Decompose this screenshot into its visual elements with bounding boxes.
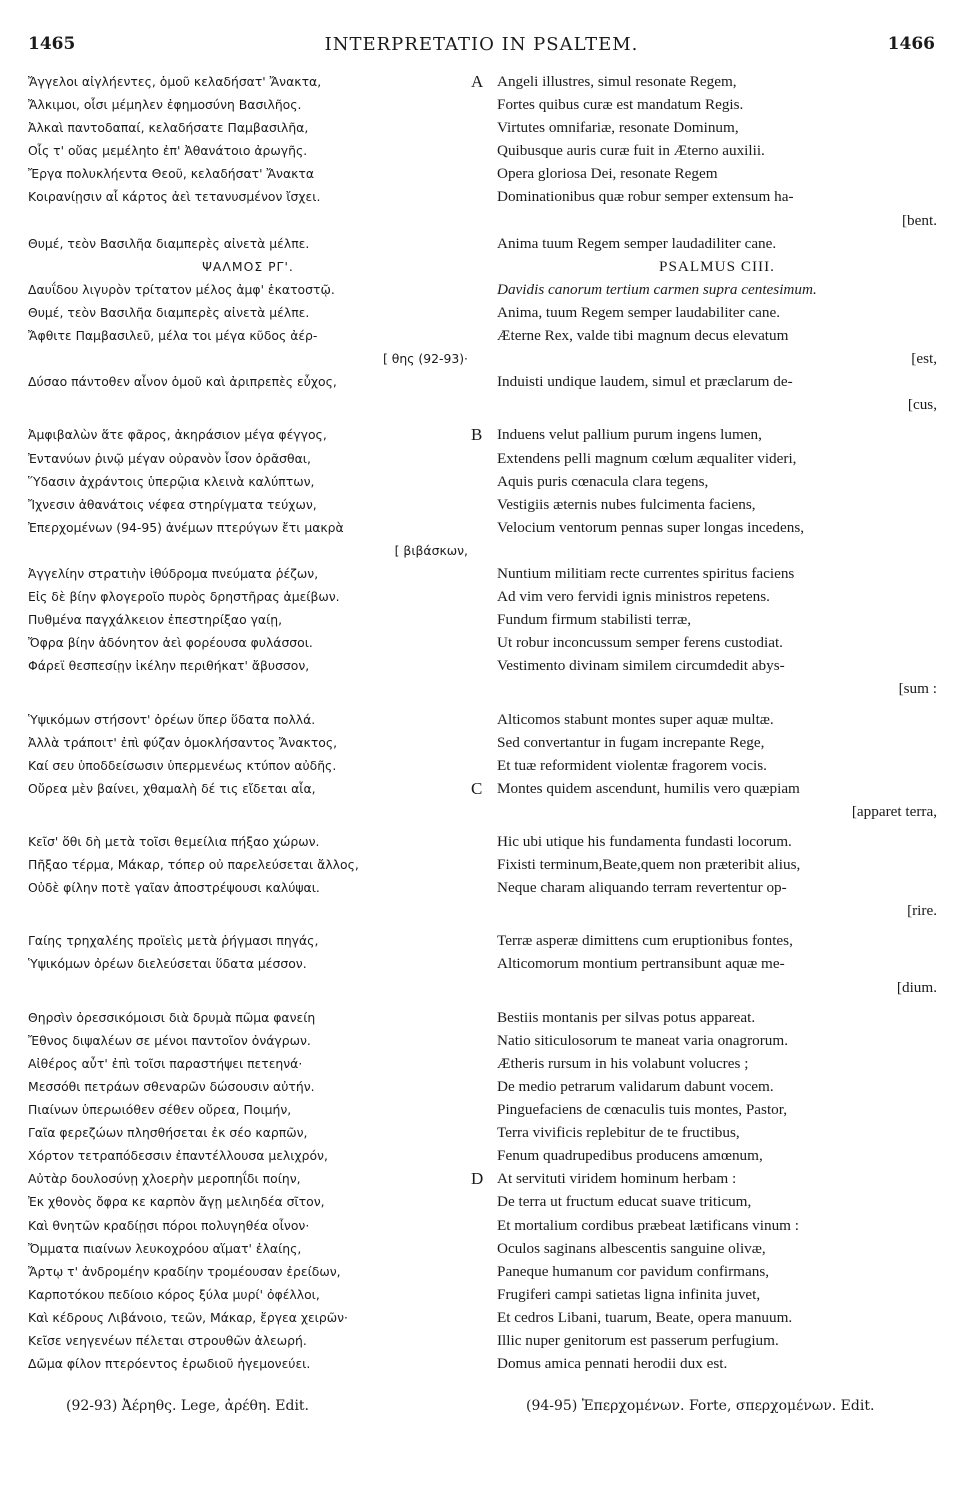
greek-line [28, 1190, 468, 1213]
latin-line-text: Vestigiis æternis nubes fulcimenta faciens, [497, 495, 756, 513]
footnote-right: (94-95) Ἐπερχομένων. Forte, σπερχομένων. Edit. [526, 1398, 875, 1414]
latin-line-text: Ut robur inconcussum semper ferens custodiat. [497, 634, 783, 652]
latin-line [497, 1283, 937, 1306]
latin-line [497, 1306, 937, 1329]
greek-line-text: Ἀμφιβαλὼν ἅτε φᾶρος, ἀκηράσιον μέγα φέγγος, [28, 427, 327, 443]
greek-line [28, 1167, 468, 1190]
latin-line [497, 562, 937, 585]
latin-line-text: [apparet terra, [851, 802, 937, 820]
latin-line-text: Angeli illustres, simul resonate Regem, [497, 73, 737, 90]
latin-line [497, 209, 937, 232]
latin-line [497, 1329, 937, 1352]
latin-line-text: Extendens pelli magnum cœlum æqualiter videri, [497, 449, 797, 467]
greek-line [28, 853, 468, 876]
greek-line [28, 899, 468, 922]
greek-line-text: [ θης (92-93)· [382, 351, 468, 367]
greek-line [28, 562, 468, 585]
greek-line-text: Ὑψικόμων στήσοντ' ὀρέων ὕπερ ὕδατα πολλά. [28, 711, 316, 727]
latin-line-text: Neque charam aliquando terram revertentur op- [497, 879, 787, 897]
greek-line-text: Ἔθνος διψαλέων σε μένοι παντοῖον ὀνάγρων. [28, 1032, 311, 1048]
latin-line [497, 278, 937, 301]
latin-line [497, 800, 937, 823]
latin-line [497, 139, 937, 162]
greek-line-text: Μεσσόθι πετράων σθεναρῶν δώσουσιν αὐτήν. [28, 1078, 315, 1094]
latin-line-text: Anima tuum Regem semper laudadiliter cane. [497, 234, 777, 252]
latin-line [497, 976, 937, 999]
greek-line-text: Καὶ κέδρους Λιβάνοιο, τεῶν, Μάκαρ, ἔργεα χειρῶν· [28, 1309, 348, 1325]
latin-line [497, 1029, 937, 1052]
greek-line-text: Γαίης τρηχαλέης προϊεὶς μετὰ ῥήγμασι πηγάς, [28, 933, 319, 949]
greek-line [28, 278, 468, 301]
latin-line-text: Velocium ventorum pennas super longas incedens, [497, 518, 805, 536]
latin-line-text: Vestimento divinam similem circumdedit abys- [497, 657, 785, 675]
latin-line [497, 93, 937, 116]
greek-line-text: Αἰθέρος αὖτ' ἐπὶ τοῖσι παραστήψει πετεηνά· [28, 1055, 303, 1071]
greek-line [28, 777, 468, 800]
latin-line-text: Natio siticulosorum te maneat varia onagrorum. [497, 1031, 789, 1049]
greek-line-text: Πιαίνων ὑπερωιόθεν σέθεν οὔρεα, Ποιμήν, [28, 1102, 292, 1118]
latin-line [497, 585, 937, 608]
greek-line [28, 876, 468, 899]
latin-line-text: At servituti viridem hominum herbam : [497, 1170, 737, 1188]
latin-line [497, 493, 937, 516]
greek-line-text: Θηρσὶν ὀρεσσικόμοισι διὰ δρυμὰ πῶμα φανείη [28, 1009, 316, 1025]
latin-line [497, 1098, 937, 1121]
latin-line-text: Anima, tuum Regem semper laudabiliter cane. [497, 303, 780, 321]
latin-line [497, 929, 937, 952]
greek-line [28, 1283, 468, 1306]
latin-line-text: Ad vim vero fervidi ignis ministros repetens. [497, 588, 770, 606]
greek-line-text: Κοιρανίῃσιν αἷ κάρτος ἀεὶ τετανυσμένον ἴσχει. [28, 189, 321, 205]
greek-line [28, 1260, 468, 1283]
greek-line [28, 423, 468, 446]
greek-line [28, 139, 468, 162]
latin-line [497, 1190, 937, 1213]
greek-line [28, 447, 468, 470]
latin-line-text: Induens velut pallium purum ingens lumen, [497, 426, 762, 444]
latin-line-text: Montes quidem ascendunt, humilis vero quæpiam [497, 779, 800, 797]
greek-line [28, 976, 468, 999]
greek-line [28, 1098, 468, 1121]
latin-line [497, 539, 937, 562]
greek-line [28, 1121, 468, 1144]
greek-line-text: Ἀλλὰ τράποιτ' ἐπὶ φύζαν ὁμοκλήσαντος Ἄνακτος, [28, 734, 338, 750]
greek-line-text: Δῶμα φίλον πτερόεντος ἐρωδιοῦ ἡγεμονεύει. [28, 1356, 311, 1372]
latin-line-text: Hic ubi utique his fundamenta fundasti locorum. [497, 833, 792, 850]
latin-line-text: [bent. [901, 211, 937, 229]
latin-line-text: Virtutes omnifariæ, resonate Dominum, [497, 119, 739, 137]
greek-line-text: Θυμέ, τεὸν Βασιλῆα διαμπερὲς αἰνετὰ μέλπε. [28, 235, 310, 251]
greek-line-text: Πυθμένα παγχάλκειον ἐπεστηρίξαο γαίῃ, [28, 612, 283, 628]
latin-line-text: [est, [911, 350, 937, 368]
latin-line [497, 1075, 937, 1098]
greek-line-text: Κεῖσ' ὅθι δὴ μετὰ τοῖσι θεμείλια πήξαο χώρων. [28, 834, 320, 849]
latin-line [497, 631, 937, 654]
greek-line [28, 1306, 468, 1329]
greek-line-text: Δαυΐδου λιγυρὸν τρίτατον μέλος ἀμφ' ἑκατοστῷ. [28, 281, 335, 297]
greek-line-text: Εἰς δὲ βίην φλογεροῖο πυρὸς δρηστῆρας ἀμείβων. [28, 589, 340, 605]
greek-line [28, 654, 468, 677]
greek-line [28, 162, 468, 185]
latin-line [471, 777, 937, 800]
latin-line [471, 423, 937, 446]
latin-line-text: Et cedros Libani, tuarum, Beate, opera manuum. [497, 1308, 793, 1326]
latin-line [497, 232, 937, 255]
greek-line [28, 539, 468, 562]
latin-line [497, 1121, 937, 1144]
latin-line-text: Aquis puris cœnacula clara tegens, [497, 472, 709, 490]
greek-line-text: Αὐτὰρ δουλοσύνῃ χλοερὴν μεροπηΐδι ποίην, [28, 1171, 301, 1187]
page-title: INTERPRETATIO IN PSALTEM. [324, 34, 639, 55]
latin-line [497, 1052, 937, 1075]
latin-line-text: Davidis canorum tertium carmen supra centesimum. [497, 280, 817, 298]
latin-line [497, 1352, 937, 1375]
greek-line-text: [ βιβάσκων, [394, 542, 468, 558]
greek-line [28, 209, 468, 232]
latin-line-text: Sed convertantur in fugam increpante Rege, [497, 733, 765, 751]
greek-line [28, 232, 468, 255]
latin-line [497, 370, 937, 393]
latin-line-text: Frugiferi campi satietas ligna infinita juvet, [497, 1285, 761, 1303]
latin-line [497, 899, 937, 922]
greek-line [28, 800, 468, 823]
latin-line [497, 1144, 937, 1167]
greek-line-text: Ὄφρα βίην ἀδόνητον ἀεὶ φορέουσα φυλάσσοι. [28, 635, 313, 651]
greek-line-text: Γαῖα φερεζώων πλησθήσεται ἐκ σέο καρπῶν, [28, 1125, 308, 1141]
greek-line [28, 301, 468, 324]
latin-line [497, 853, 937, 876]
latin-line-text: Ætheris rursum in his volabunt volucres ; [497, 1054, 749, 1072]
latin-line [497, 447, 937, 470]
greek-line [28, 1214, 468, 1237]
greek-line-text: Καρποτόκου πεδίοιο κόρος ξύλα μυρί' ὀφέλλοι, [28, 1286, 320, 1302]
latin-line-text: Fixisti terminum,Beate,quem non præteribit alius, [497, 856, 801, 874]
greek-line-text: Ἄφθιτε Παμβασιλεῦ, μέλα τοι μέγα κῦδος ἀέρ- [28, 328, 318, 344]
greek-line [28, 370, 468, 393]
greek-line [28, 116, 468, 139]
latin-line-text: Terra vivificis replebitur de te fructibus, [497, 1124, 740, 1142]
greek-line [28, 677, 468, 700]
section-marker: B [471, 425, 483, 445]
latin-line-text: Terræ asperæ dimittens cum eruptionibus fontes, [497, 932, 793, 950]
greek-line-text: Οἷς τ' οὔας μεμέληto ἐπ' Ἀθανάτοιο ἀρωγῆς. [28, 143, 308, 159]
latin-line-text: Paneque humanum cor pavidum confirmans, [497, 1262, 770, 1280]
greek-line [28, 1052, 468, 1075]
section-marker: C [471, 778, 483, 798]
latin-line [497, 654, 937, 677]
greek-line [28, 1029, 468, 1052]
greek-line [28, 347, 468, 370]
latin-line [497, 731, 937, 754]
section-marker: A [471, 72, 484, 91]
latin-line-text: Alticomos stabunt montes super aquæ multæ. [497, 710, 774, 728]
latin-line [497, 876, 937, 899]
greek-line [28, 929, 468, 952]
greek-line-text: Ὄμματα πιαίνων λευκοχρόου αἵματ' ἐλαίης, [28, 1240, 302, 1256]
latin-line-text: Induisti undique laudem, simul et præclarum de- [497, 373, 793, 391]
greek-line-text: Κεῖσε νεηγενέων πέλεται στρουθῶν ἀλεωρή. [28, 1332, 307, 1348]
latin-line [497, 162, 937, 185]
latin-line-text: Fortes quibus curæ est mandatum Regis. [497, 96, 744, 114]
greek-line [28, 93, 468, 116]
latin-line [471, 1167, 937, 1190]
greek-line-text: Ἀγγελίην στρατιὴν ἰθύδρομα πνεύματα ῥέζων, [28, 565, 319, 581]
latin-line [471, 70, 937, 93]
latin-line-text: Illic nuper genitorum est passerum perfugium. [497, 1331, 779, 1349]
latin-line-text: Nuntium militiam recte currentes spiritus faciens [497, 564, 795, 582]
greek-line [28, 608, 468, 631]
page-number-left: 1465 [28, 34, 76, 54]
latin-line-text: Alticomorum montium pertransibunt aquæ me- [497, 955, 785, 973]
latin-line-text: PSALMUS CIII. [659, 257, 775, 275]
greek-line [28, 708, 468, 731]
running-head [28, 34, 935, 58]
latin-line-text: De medio petrarum validarum dabunt vocem. [497, 1077, 774, 1095]
latin-line [497, 608, 937, 631]
greek-line [28, 493, 468, 516]
greek-line [28, 516, 468, 539]
greek-line [28, 185, 468, 208]
latin-line-text: Bestiis montanis per silvas potus appareat. [497, 1008, 756, 1026]
latin-line [497, 754, 937, 777]
greek-line-text: ΨΑΛΜΟΣ ΡΓ'. [202, 258, 294, 274]
latin-line-text: Domus amica pennati herodii dux est. [497, 1355, 728, 1373]
latin-line [497, 185, 937, 208]
footnotes [28, 1398, 935, 1428]
latin-line-text: Et mortalium cordibus præbeat lætificans vinum : [497, 1216, 800, 1234]
section-marker: D [471, 1169, 484, 1189]
greek-line [28, 631, 468, 654]
greek-line-text: Ἴχνεσιν ἀθανάτοις νέφεα στηρίγματα τεύχων, [28, 496, 317, 512]
greek-line-text: Καί σευ ὑποδδείσωσιν ὑπερμενέως κτύπον αὐδῆς. [28, 757, 337, 773]
latin-line [497, 301, 937, 324]
greek-line-text: Ἐπερχομένων (94-95) ἀνέμων πτερύγων ἔτι μακρὰ [28, 519, 344, 535]
greek-line-text: Φάρεϊ θεσπεσίῃν ἰκέλην περιθήκατ' ἄβυσσον, [28, 658, 310, 674]
latin-line [497, 347, 937, 370]
latin-line-text: [rire. [907, 902, 937, 920]
greek-line [28, 830, 468, 853]
latin-line-text: [dium. [896, 978, 937, 996]
latin-line [497, 1260, 937, 1283]
latin-line-text: Et tuæ reformident violentæ fragorem vocis. [497, 756, 767, 774]
latin-line [497, 516, 937, 539]
greek-line [28, 754, 468, 777]
latin-line-text: [sum : [898, 680, 937, 698]
latin-line [497, 116, 937, 139]
latin-line [497, 393, 937, 416]
greek-line [28, 255, 468, 278]
greek-line [28, 393, 468, 416]
greek-line-text: Ἄρτῳ τ' ἀνδρομέην κραδίην τρομέουσαν ἐρείδων, [28, 1263, 341, 1279]
latin-line-text: Opera gloriosa Dei, resonate Regem [497, 165, 718, 183]
latin-line-text: Fenum quadrupedibus producens amœnum, [497, 1147, 763, 1165]
greek-line [28, 952, 468, 975]
latin-line [497, 952, 937, 975]
greek-line [28, 1329, 468, 1352]
greek-line-text: Ἄλκιμοι, οἷσι μέμηλεν ἐφημοσύνη Βασιλῆος. [28, 97, 302, 113]
greek-line-text: Ὕδασιν ἀχράντοις ὑπερῷια κλεινὰ καλύπτων, [28, 473, 315, 489]
greek-line-text: Ἔργα πολυκλήεντα Θεοῦ, κελαδήσατ' Ἄνακτα [28, 166, 315, 182]
greek-line-text: Ἀλκαὶ παντοδαπαί, κελαδήσατε Παμβασιλῆα, [28, 120, 309, 136]
greek-line [28, 731, 468, 754]
latin-line-text: [cus, [907, 396, 937, 414]
greek-line-text: Ἄγγελοι αἰγλήεντες, ὁμοῦ κελαδήσατ' Ἄνακτα, [28, 74, 322, 89]
latin-line [497, 1237, 937, 1260]
latin-line [497, 708, 937, 731]
latin-line [497, 255, 937, 278]
greek-line [28, 585, 468, 608]
latin-line-text: Dominationibus quæ robur semper extensum ha- [497, 188, 794, 206]
latin-line [497, 1214, 937, 1237]
latin-line-text: Æterne Rex, valde tibi magnum decus elevatum [497, 327, 789, 345]
greek-line-text: Χόρτον τετραπόδεσσιν ἐπαντέλλουσα μελιχρόν, [28, 1148, 328, 1164]
greek-line [28, 1144, 468, 1167]
greek-line-text: Οὔρεα μὲν βαίνει, χθαμαλὴ δέ τις εἴδεται αἶα, [28, 780, 316, 796]
greek-line-text: Οὐδὲ φίλην ποτὲ γαῖαν ἀποστρέψουσι καλύψαι. [28, 880, 320, 896]
latin-line [497, 677, 937, 700]
latin-line-text: De terra ut fructum educat suave triticum, [497, 1193, 752, 1211]
greek-line-text: Πῆξαο τέρμα, Μάκαρ, τόπερ οὐ παρελεύσεται ἄλλος, [28, 857, 359, 873]
greek-line [28, 1237, 468, 1260]
latin-line-text: Oculos saginans albescentis sanguine olivæ, [497, 1239, 766, 1257]
greek-line-text: Ἐκ χθονὸς ὄφρα κε καρπὸν ἄγῃ μελιηδέα σῖτον, [28, 1194, 325, 1210]
greek-line [28, 70, 468, 93]
greek-line [28, 1352, 468, 1375]
latin-line [497, 324, 937, 347]
greek-line [28, 1006, 468, 1029]
greek-line-text: Θυμέ, τεὸν Βασιλῆα διαμπερὲς αἰνετὰ μέλπε. [28, 304, 310, 320]
greek-line-text: Ἐντανύων ῥινῷ μέγαν οὐρανὸν ἶσον ὁρᾶσθαι, [28, 450, 311, 466]
greek-line [28, 470, 468, 493]
latin-line [497, 830, 937, 853]
greek-line [28, 1075, 468, 1098]
latin-line-text: Pinguefaciens de cœnaculis tuis montes, Pastor, [497, 1101, 788, 1119]
greek-text-column [28, 70, 468, 1375]
greek-line [28, 324, 468, 347]
latin-line-text: Quibusque auris curæ fuit in Æterno auxilii. [497, 142, 765, 160]
greek-line-text: Καὶ θνητῶν κραδίῃσι πόροι πολυγηθέα οἶνον· [28, 1217, 310, 1233]
footnote-left: (92-93) Ἀέρηθς. Lege, ἀρέθη. Edit. [66, 1398, 310, 1414]
greek-line-text: Δύσαο πάντοθεν αἶνον ὁμοῦ καὶ ἀριπρεπὲς εὖχος, [28, 374, 337, 390]
latin-line-text: Fundum firmum stabilisti terræ, [497, 611, 692, 629]
latin-line [497, 1006, 937, 1029]
latin-text-column [471, 70, 937, 1375]
latin-line [497, 470, 937, 493]
greek-line-text: Ὑψικόμων ὀρέων διελεύσεται ὕδατα μέσσον. [28, 956, 307, 972]
page-number-right: 1466 [887, 34, 935, 54]
